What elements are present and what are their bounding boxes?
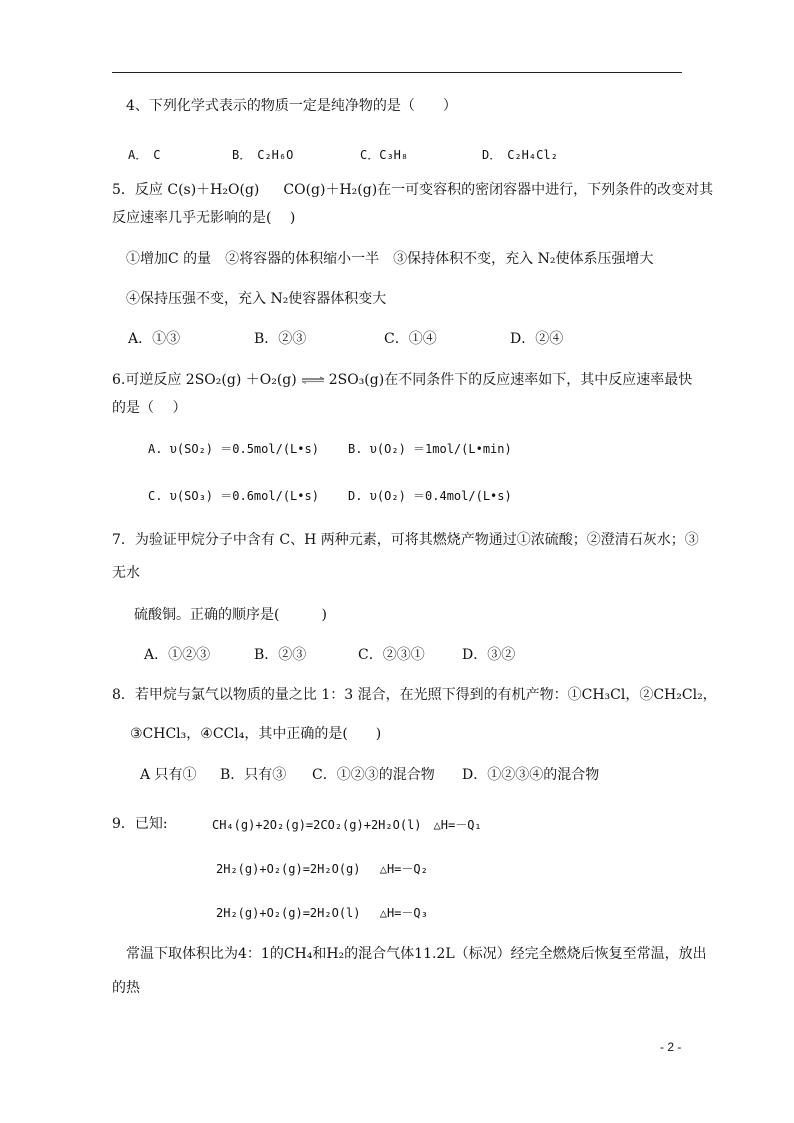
- q4-option-a: A． C: [128, 148, 161, 162]
- q7-option-d: D．③②: [462, 647, 516, 663]
- q6-options-row2: [0, 486, 794, 506]
- q5-line1-part1: 5．反应 C(s)＋H₂O(g): [112, 182, 260, 198]
- q9-label: 9．已知:: [112, 816, 168, 832]
- q9-line2: 的热: [112, 980, 140, 996]
- q5-line1: [112, 180, 713, 200]
- q7-line2: 无水: [112, 565, 140, 581]
- q8-line1: 8．若甲烷与氯气以物质的量之比 1：3 混合，在光照下得到的有机产物：①CH₃Cl，②CH₂Cl₂，: [112, 687, 717, 703]
- q9-equation-2: 2H₂(g)+O₂(g)=2H₂O(g) △H=－Q₂: [216, 862, 428, 876]
- reversible-arrow-icon: [301, 376, 325, 384]
- q8-option-b: B．只有③: [220, 767, 287, 783]
- q6-line2: 的是（ ）: [112, 400, 187, 416]
- q6-option-c: C. υ(SO₃) ＝0.6mol/(L•s): [148, 489, 319, 503]
- q5-option-a: A．①③: [128, 331, 181, 347]
- q4-option-d: D． C₂H₄Cl₂: [482, 148, 558, 162]
- q6-option-a: A. υ(SO₂) ＝0.5mol/(L•s): [148, 442, 319, 456]
- q7-line1: 7．为验证甲烷分子中含有 C、H 两种元素，可将其燃烧产物通过①浓硫酸；②澄清石灰水；③: [112, 532, 699, 548]
- q5-option-c: C．①④: [384, 331, 437, 347]
- q7-option-c: C．②③①: [358, 647, 425, 663]
- q4-stem: 4、下列化学式表示的物质一定是纯净物的是（ ）: [126, 98, 457, 114]
- q6-option-b: B. υ(O₂) ＝1mol/(L•min): [348, 442, 512, 456]
- q5-conditions-1: ①增加C 的量 ②将容器的体积缩小一半 ③保持体积不变，充入 N₂使体系压强增大: [126, 251, 654, 267]
- q8-option-c: C．①②③的混合物: [312, 767, 435, 783]
- q5-line2: 反应速率几乎无影响的是( ): [112, 210, 296, 226]
- q6-line1-part1: 6.可逆反应 2SO₂(g) ＋O₂(g): [112, 372, 297, 388]
- q5-option-b: B．②③: [254, 331, 307, 347]
- q5-conditions-2: ④保持压强不变，充入 N₂使容器体积变大: [126, 291, 387, 307]
- q6-line1: [112, 370, 692, 390]
- q8-line2: ③CHCl₃，④CCl₄，其中正确的是( ): [130, 726, 382, 742]
- q7-option-b: B．②③: [254, 647, 307, 663]
- q9-equation-1: CH₄(g)+2O₂(g)=2CO₂(g)+2H₂O(l) △H=－Q₁: [212, 818, 482, 832]
- q4-option-c: C．C₃H₈: [360, 148, 409, 162]
- q6-option-d: D. υ(O₂) ＝0.4mol/(L•s): [348, 489, 512, 503]
- q4-option-b: B． C₂H₆O: [232, 148, 294, 162]
- q9-equation-3: 2H₂(g)+O₂(g)=2H₂O(l) △H=－Q₃: [216, 906, 428, 920]
- page-number: - 2 -: [660, 1040, 682, 1054]
- q8-option-d: D．①②③④的混合物: [462, 767, 600, 783]
- q7-line3: 硫酸铜。正确的顺序是( ): [134, 607, 327, 623]
- q7-options: [0, 645, 794, 665]
- q7-option-a: A．①②③: [144, 647, 211, 663]
- q6-options-row1: [0, 439, 794, 459]
- q4-options: [0, 145, 794, 165]
- q8-option-a: A 只有①: [140, 767, 197, 783]
- header-rule: [112, 72, 682, 73]
- q5-line1-part2: CO(g)＋H₂(g)在一可变容积的密闭容器中进行，下列条件的改变对其: [283, 182, 714, 198]
- q6-line1-part2: 2SO₃(g)在不同条件下的反应速率如下，其中反应速率最快: [328, 372, 693, 388]
- q5-option-d: D．②④: [510, 331, 564, 347]
- q9-line1: 常温下取体积比为4：1的CH₄和H₂的混合气体11.2L（标况）经完全燃烧后恢复至常温，放出: [126, 946, 707, 962]
- q5-options: [0, 329, 794, 349]
- q8-options: [0, 765, 794, 785]
